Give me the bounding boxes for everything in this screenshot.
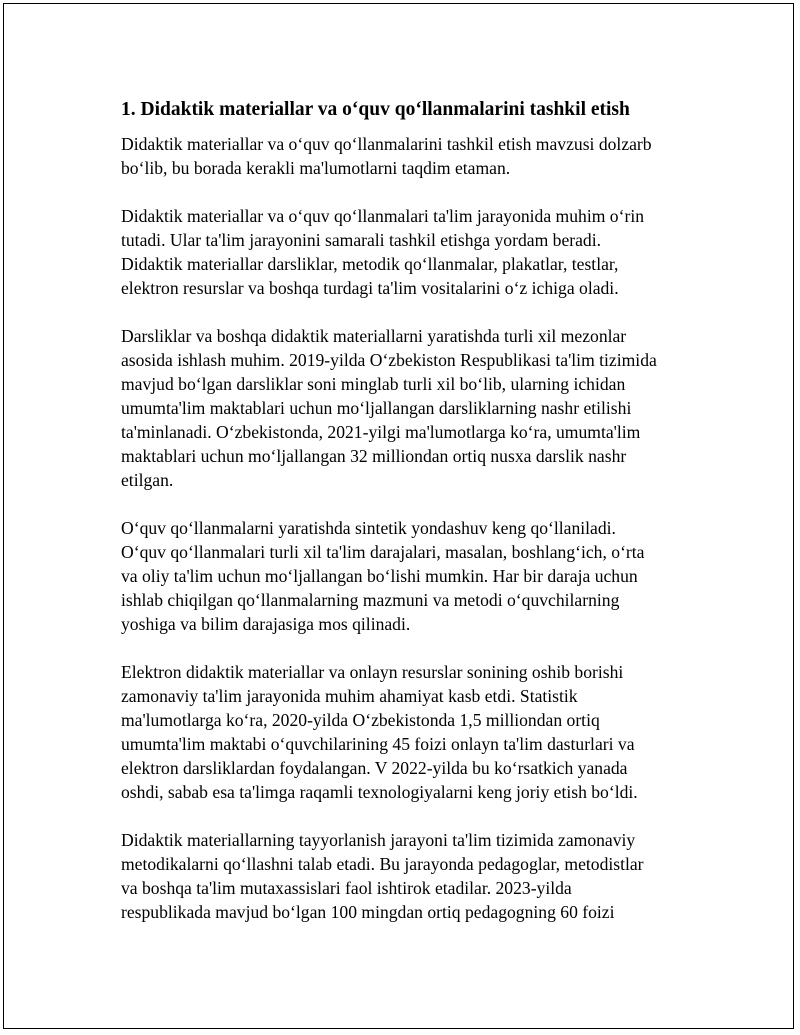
text-line: Didaktik materiallar va o‘quv qo‘llanmalarini tashkil etish mavzusi dolzarb (121, 134, 652, 154)
text-line: va boshqa ta'lim mutaxassislari faol ishtirok etadilar. 2023-yilda (121, 878, 572, 898)
text-line: Didaktik materiallar darsliklar, metodik qo‘llanmalar, plakatlar, testlar, (121, 254, 619, 274)
text-line: asosida ishlash muhim. 2019-yilda O‘zbekiston Respublikasi ta'lim tizimida (121, 350, 657, 370)
text-line: etilgan. (121, 470, 174, 490)
text-line: zamonaviy ta'lim jarayonida muhim ahamiyat kasb etdi. Statistik (121, 686, 578, 706)
page-frame (3, 3, 794, 1029)
text-line: umumta'lim maktabi o‘quvchilarining 45 foizi onlayn ta'lim dasturlari va (121, 734, 635, 754)
paragraph-list (121, 132, 691, 924)
text-line: elektron darsliklardan foydalangan. V 2022-yilda bu ko‘rsatkich yanada (121, 758, 628, 778)
text-line: ishlab chiqilgan qo‘llanmalarning mazmuni va metodi o‘quvchilarning (121, 590, 620, 610)
document-body (121, 97, 691, 948)
text-line: yoshiga va bilim darajasiga mos qilinadi. (121, 614, 411, 634)
text-line: elektron resurslar va boshqa turdagi ta'lim vositalarini o‘z ichiga oladi. (121, 278, 619, 298)
paragraph (121, 132, 691, 180)
text-line: tutadi. Ular ta'lim jarayonini samarali tashkil etishga yordam beradi. (121, 230, 602, 250)
text-line: mavjud bo‘lgan darsliklar soni minglab turli xil bo‘lib, ularning ichidan (121, 374, 626, 394)
text-line: Didaktik materiallar va o‘quv qo‘llanmalari ta'lim jarayonida muhim o‘rin (121, 206, 645, 226)
text-line: O‘quv qo‘llanmalarni yaratishda sintetik yondashuv keng qo‘llaniladi. (121, 518, 616, 538)
paragraph (121, 828, 691, 924)
paragraph (121, 324, 691, 492)
text-line: Elektron didaktik materiallar va onlayn resurslar sonining oshib borishi (121, 662, 624, 682)
text-line: metodikalarni qo‘llashni talab etadi. Bu jarayonda pedagoglar, metodistlar (121, 854, 644, 874)
text-line: O‘quv qo‘llanmalari turli xil ta'lim darajalari, masalan, boshlang‘ich, o‘rta (121, 542, 645, 562)
text-line: maktablari uchun mo‘ljallangan 32 milliondan ortiq nusxa darslik nashr (121, 446, 627, 466)
text-line: ma'lumotlarga ko‘ra, 2020-yilda O‘zbekistonda 1,5 milliondan ortiq (121, 710, 600, 730)
section-heading: 1. Didaktik materiallar va o‘quv qo‘llanmalarini tashkil etish (121, 99, 630, 120)
text-line: respublikada mavjud bo‘lgan 100 mingdan ortiq pedagogning 60 foizi (121, 902, 615, 922)
text-line: oshdi, sabab esa ta'limga raqamli texnologiyalarni keng joriy etish bo‘ldi. (121, 782, 638, 802)
text-line: Darsliklar va boshqa didaktik materiallarni yaratishda turli xil mezonlar (121, 326, 627, 346)
text-line: Didaktik materiallarning tayyorlanish jarayoni ta'lim tizimida zamonaviy (121, 830, 636, 850)
text-line: bo‘lib, bu borada kerakli ma'lumotlarni taqdim etaman. (121, 158, 511, 178)
text-line: ta'minlanadi. O‘zbekistonda, 2021-yilgi ma'lumotlarga ko‘ra, umumta'lim (121, 422, 641, 442)
text-line: umumta'lim maktablari uchun mo‘ljallangan darsliklarning nashr etilishi (121, 398, 632, 418)
paragraph (121, 660, 691, 804)
text-line: va oliy ta'lim uchun mo‘ljallangan bo‘lishi mumkin. Har bir daraja uchun (121, 566, 638, 586)
paragraph (121, 204, 691, 300)
paragraph (121, 516, 691, 636)
